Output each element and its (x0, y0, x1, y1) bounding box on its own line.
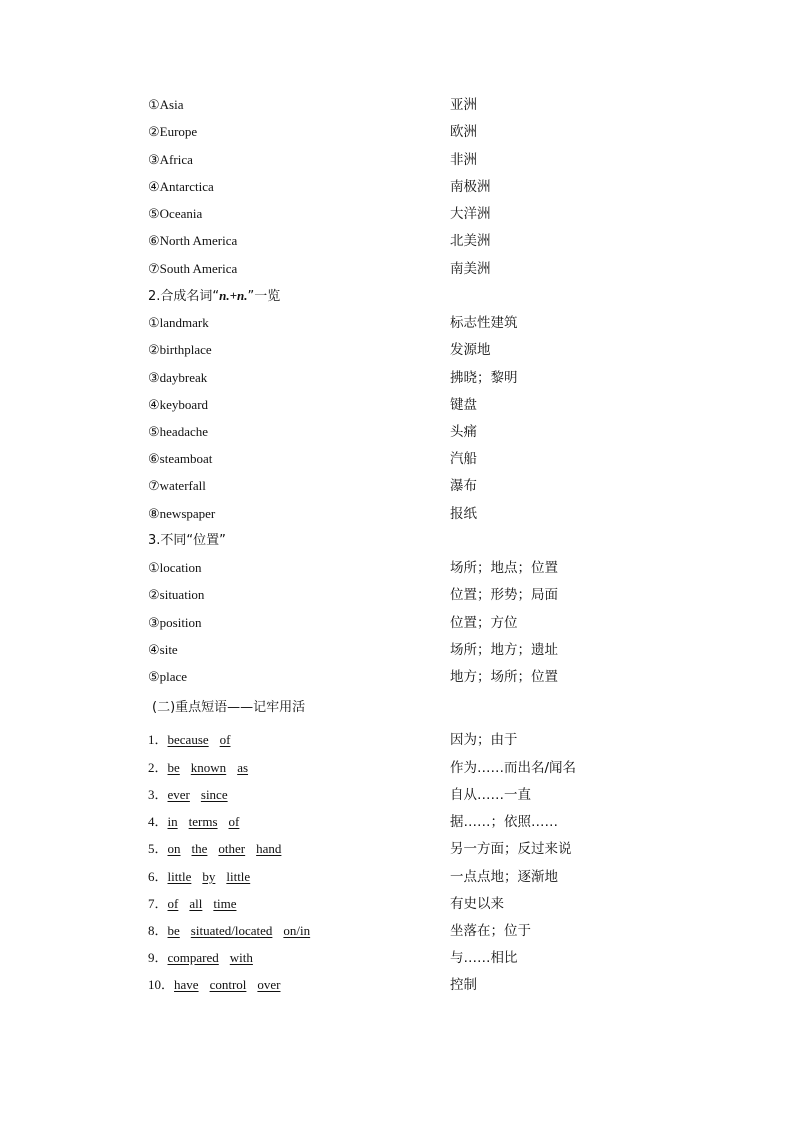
term-chinese: 欧洲 (450, 124, 477, 140)
heading-prefix: 2.合成名词“ (148, 289, 220, 304)
phrase-word: since (200, 787, 228, 802)
term-chinese: 拂晓；黎明 (450, 370, 518, 386)
phrase-word: known (190, 760, 227, 775)
term-chinese: 标志性建筑 (450, 315, 518, 331)
term-english: ③Africa (148, 152, 193, 167)
phrase-answer (168, 732, 231, 747)
term-chinese: 位置；形势；局面 (450, 587, 558, 603)
phrase-word: be (167, 760, 180, 775)
term-chinese: 报纸 (450, 506, 477, 522)
phrase-word: situated/located (190, 923, 273, 938)
phrase-word: hand (256, 841, 282, 856)
phrase-chinese: 一点点地；逐渐地 (450, 869, 558, 885)
compound-row (148, 422, 618, 442)
phrase-row (148, 867, 618, 887)
phrase-number: 5． (148, 841, 168, 856)
position-row (148, 585, 618, 605)
phrase-answer (168, 950, 253, 965)
term-english: ③daybreak (148, 370, 208, 385)
term-english: ⑥North America (148, 233, 238, 248)
continent-row (148, 150, 618, 170)
term-english: ①Asia (148, 97, 184, 112)
phrase-english (148, 785, 228, 805)
term-english: ④site (148, 642, 178, 657)
phrase-english (148, 975, 281, 995)
phrase-word: with (229, 950, 253, 965)
term-chinese: 亚洲 (450, 97, 477, 113)
phrase-answer (168, 841, 282, 856)
phrase-chinese: 控制 (450, 977, 477, 993)
position-row (148, 558, 618, 578)
phrase-row (148, 785, 618, 805)
term-chinese: 头痛 (450, 424, 477, 440)
phrase-english (148, 839, 281, 859)
compound-row (148, 449, 618, 469)
term-chinese: 非洲 (450, 152, 477, 168)
phrase-row (148, 975, 618, 995)
section-heading-key-phrases: (二)重点短语——记牢用活 (152, 700, 306, 715)
phrase-chinese: 与……相比 (450, 950, 518, 966)
term-english: ①location (148, 560, 202, 575)
section-heading-compound-nouns (148, 286, 280, 307)
phrase-answer (174, 977, 280, 992)
term-chinese: 地方；场所；位置 (450, 669, 558, 685)
phrase-english (148, 894, 236, 914)
phrase-word: time (213, 896, 237, 911)
phrase-row (148, 730, 618, 750)
term-chinese: 位置；方位 (450, 615, 518, 631)
term-english: ②Europe (148, 124, 198, 139)
phrase-chinese: 有史以来 (450, 896, 504, 912)
term-chinese: 发源地 (450, 342, 491, 358)
term-chinese: 北美洲 (450, 233, 491, 249)
phrase-number: 4． (148, 814, 168, 829)
phrase-number: 1． (148, 732, 168, 747)
phrase-row (148, 921, 618, 941)
phrase-word: terms (188, 814, 218, 829)
compound-row (148, 504, 618, 524)
phrase-row (148, 758, 618, 778)
phrase-answer (168, 869, 251, 884)
phrase-word: little (226, 869, 251, 884)
phrase-word: by (202, 869, 216, 884)
phrase-word: as (237, 760, 249, 775)
term-english: ⑦waterfall (148, 478, 206, 493)
phrase-chinese: 作为……而出名/闻名 (450, 760, 577, 776)
heading-formula: n.+n. (219, 288, 248, 303)
term-english: ⑤place (148, 669, 188, 684)
section-heading-positions: 3.不同“位置” (148, 533, 226, 548)
phrase-number: 6． (148, 869, 168, 884)
phrase-word: other (218, 841, 246, 856)
phrase-word: little (167, 869, 192, 884)
term-chinese: 场所；地方；遗址 (450, 642, 558, 658)
phrase-word: on (167, 841, 181, 856)
term-english: ②birthplace (148, 342, 212, 357)
phrase-row (148, 948, 618, 968)
phrase-english (148, 948, 253, 968)
phrase-word: in (167, 814, 178, 829)
phrase-row (148, 839, 618, 859)
phrase-number: 3． (148, 787, 168, 802)
term-chinese: 场所；地点；位置 (450, 560, 558, 576)
continent-row (148, 177, 618, 197)
phrase-answer (168, 787, 228, 802)
continent-row (148, 95, 618, 115)
term-english: ②situation (148, 587, 205, 602)
phrase-word: all (189, 896, 203, 911)
term-english: ④keyboard (148, 397, 209, 412)
compound-row (148, 395, 618, 415)
phrase-number: 10． (148, 977, 175, 992)
phrase-chinese: 因为；由于 (450, 732, 518, 748)
continent-row (148, 231, 618, 251)
phrase-chinese: 另一方面；反过来说 (450, 841, 572, 857)
phrase-row (148, 812, 618, 832)
phrase-word: because (167, 732, 209, 747)
phrase-row (148, 894, 618, 914)
phrase-answer (168, 896, 237, 911)
phrase-word: control (209, 977, 247, 992)
phrase-word: over (257, 977, 281, 992)
phrase-number: 2． (148, 760, 168, 775)
phrase-word: have (174, 977, 199, 992)
position-row (148, 613, 618, 633)
continent-row (148, 122, 618, 142)
phrase-number: 8． (148, 923, 168, 938)
heading-suffix: ”一览 (247, 289, 281, 304)
phrase-english (148, 921, 310, 941)
phrase-word: on/in (283, 923, 311, 938)
phrase-english (148, 867, 250, 887)
term-english: ⑦South America (148, 261, 238, 276)
phrase-chinese: 坐落在；位于 (450, 923, 531, 939)
phrase-word: of (228, 814, 240, 829)
term-english: ①landmark (148, 315, 209, 330)
phrase-word: ever (167, 787, 190, 802)
phrase-english (148, 812, 239, 832)
phrase-number: 7． (148, 896, 168, 911)
term-english: ⑥steamboat (148, 451, 213, 466)
phrase-number: 9． (148, 950, 168, 965)
term-chinese: 南极洲 (450, 179, 491, 195)
term-chinese: 南美洲 (450, 261, 491, 277)
phrase-word: of (167, 896, 179, 911)
term-english: ⑧newspaper (148, 506, 216, 521)
term-chinese: 大洋洲 (450, 206, 491, 222)
term-english: ④Antarctica (148, 179, 214, 194)
phrase-answer (168, 814, 240, 829)
compound-row (148, 340, 618, 360)
term-english: ⑤Oceania (148, 206, 203, 221)
term-english: ⑤headache (148, 424, 209, 439)
term-chinese: 键盘 (450, 397, 477, 413)
phrase-word: compared (167, 950, 219, 965)
continent-row (148, 204, 618, 224)
position-row (148, 667, 618, 687)
phrase-word: the (191, 841, 208, 856)
phrase-english (148, 730, 231, 750)
compound-row (148, 476, 618, 496)
phrase-word: be (167, 923, 180, 938)
term-english: ③position (148, 615, 202, 630)
phrase-word: of (219, 732, 231, 747)
phrase-chinese: 据……；依照…… (450, 814, 558, 830)
position-row (148, 640, 618, 660)
continent-row (148, 259, 618, 279)
compound-row (148, 313, 618, 333)
term-chinese: 瀑布 (450, 478, 477, 494)
phrase-answer (168, 923, 311, 938)
compound-row (148, 368, 618, 388)
phrase-answer (168, 760, 249, 775)
term-chinese: 汽船 (450, 451, 477, 467)
phrase-english (148, 758, 248, 778)
phrase-chinese: 自从……一直 (450, 787, 531, 803)
